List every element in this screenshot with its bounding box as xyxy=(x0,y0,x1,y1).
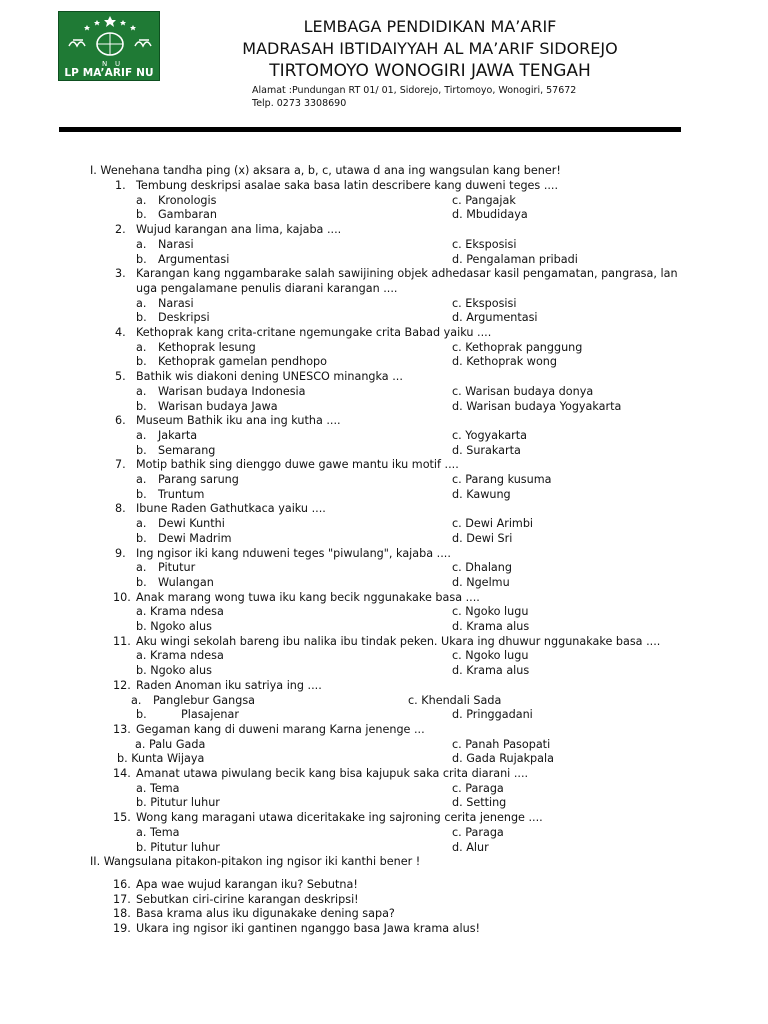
question-number: 1. xyxy=(115,179,126,192)
section-1-instruction: I. Wenehana tandha ping (x) aksara a, b, c, utawa d ana ing wangsulan kang bener! xyxy=(90,164,561,177)
option-c: c. Ngoko lugu xyxy=(452,649,529,663)
essay-question: Ukara ing ngisor iki gantinen nganggo basa Jawa krama alus! xyxy=(136,922,481,935)
option-b: Semarang xyxy=(158,443,216,457)
option-a: Narasi xyxy=(158,237,194,251)
question-text: Ing ngisor iki kang nduweni teges "piwulang", kajaba .... xyxy=(136,546,451,560)
option-a: a. Tema xyxy=(136,825,180,839)
option-letter-a: a. xyxy=(136,384,147,398)
question-text: Bathik wis diakoni dening UNESCO minangka ... xyxy=(136,370,403,384)
option-c: c. Pangajak xyxy=(452,193,516,207)
option-b: b. Kunta Wijaya xyxy=(117,752,205,766)
question-number: 14. xyxy=(113,767,131,780)
essay-number: 16. xyxy=(113,877,131,891)
header-divider xyxy=(59,127,681,132)
option-letter-b: b. xyxy=(136,443,147,457)
question-number: 5. xyxy=(115,370,126,384)
option-letter-a: a. xyxy=(136,561,147,575)
option-c: c. Warisan budaya donya xyxy=(452,384,594,398)
option-a: Dewi Kunthi xyxy=(158,517,225,531)
svg-text:U: U xyxy=(115,60,121,68)
option-b: b. Ngoko alus xyxy=(136,664,212,678)
option-d: d. Dewi Sri xyxy=(452,531,513,545)
essay-number: 19. xyxy=(113,922,131,935)
option-d: d. Alur xyxy=(452,840,489,854)
option-letter-a: a. xyxy=(136,517,147,531)
option-letter-b: b. xyxy=(136,399,147,413)
option-letter-a: a. xyxy=(136,340,147,354)
option-letter-b: b. xyxy=(136,487,147,501)
section-2-instruction: II. Wangsulana pitakon-pitakon ing ngisor iki kanthi bener ! xyxy=(90,855,421,869)
nu-emblem-icon xyxy=(59,12,161,68)
question-number: 8. xyxy=(115,502,126,516)
essay-number: 17. xyxy=(113,892,131,906)
option-d: d. Warisan budaya Yogyakarta xyxy=(452,399,622,413)
question-number: 13. xyxy=(113,722,131,736)
question-text: Aku wingi sekolah bareng ibu nalika ibu tindak peken. Ukara ing dhuwur nggunakake basa .... xyxy=(136,634,661,648)
option-c: c. Dewi Arimbi xyxy=(452,517,534,531)
option-letter-b: b. xyxy=(136,355,147,369)
option-c: c. Yogyakarta xyxy=(452,428,528,442)
question-text: Motip bathik sing dienggo duwe gawe mantu iku motif .... xyxy=(136,458,459,472)
option-a: Jakarta xyxy=(158,428,198,442)
question-text: Wujud karangan ana lima, kajaba .... xyxy=(136,223,342,237)
option-letter-b: b. xyxy=(136,708,147,722)
school-name: MADRASAH IBTIDAIYYAH AL MA’ARIF SIDOREJO xyxy=(242,39,618,58)
option-letter-a: a. xyxy=(136,193,147,207)
option-letter-a: a. xyxy=(136,296,147,310)
essay-question: Sebutkan ciri-cirine karangan deskripsi! xyxy=(136,892,359,906)
option-a: Parang sarung xyxy=(158,473,239,486)
question-number: 15. xyxy=(113,811,131,825)
option-d: d. Ngelmu xyxy=(452,575,510,589)
question-number: 7. xyxy=(115,458,126,472)
question-number: 6. xyxy=(115,414,126,428)
option-a: a. Krama ndesa xyxy=(136,649,224,663)
question-text: Gegaman kang di duweni marang Karna jenenge ... xyxy=(136,722,425,736)
question-text: Karangan kang nggambarake salah sawijining objek adhedasar kasil pengamatan, pangrasa, lan xyxy=(136,267,678,281)
option-c: c. Dhalang xyxy=(452,561,512,575)
school-location: TIRTOMOYO WONOGIRI JAWA TENGAH xyxy=(269,61,591,81)
option-b: Gambaran xyxy=(158,208,217,222)
option-a: a. Krama ndesa xyxy=(136,605,224,619)
option-b: Truntum xyxy=(158,487,205,501)
option-c: c. Kethoprak panggung xyxy=(452,340,583,354)
option-a: Kethoprak lesung xyxy=(158,340,256,354)
option-d: d. Surakarta xyxy=(452,443,521,457)
question-number: 4. xyxy=(115,326,126,339)
option-letter-a: a. xyxy=(136,428,147,442)
institution-name: LEMBAGA PENDIDIKAN MA’ARIF xyxy=(303,17,557,36)
question-text: Anak marang wong tuwa iku kang becik nggunakake basa .... xyxy=(136,590,480,604)
option-c: c. Paraga xyxy=(452,781,504,795)
option-d: d. Gada Rujakpala xyxy=(452,752,554,766)
option-d: d. Argumentasi xyxy=(452,311,538,325)
option-d: d. Kethoprak wong xyxy=(452,355,557,369)
question-number: 11. xyxy=(113,634,131,648)
option-a: a. Palu Gada xyxy=(135,737,206,751)
question-number: 3. xyxy=(115,267,126,281)
question-text: Tembung deskripsi asalae saka basa latin describere kang duweni teges .... xyxy=(136,179,559,192)
option-a: Panglebur Gangsa xyxy=(153,693,256,707)
question-text: Ibune Raden Gathutkaca yaiku .... xyxy=(136,502,326,516)
question-number: 2. xyxy=(115,223,126,237)
option-c: c. Eksposisi xyxy=(452,237,517,251)
option-d: d. Setting xyxy=(452,796,507,810)
option-c: c. Ngoko lugu xyxy=(452,605,529,619)
option-d: d. Krama alus xyxy=(452,620,530,633)
question-number: 10. xyxy=(113,590,131,604)
option-b: b. Pitutur luhur xyxy=(136,840,220,854)
question-text: Amanat utawa piwulang becik kang bisa kajupuk saka crita diarani .... xyxy=(136,767,529,780)
essay-question: Basa krama alus iku digunakake dening sapa? xyxy=(136,907,395,921)
option-c: c. Paraga xyxy=(452,825,504,839)
essay-question: Apa wae wujud karangan iku? Sebutna! xyxy=(136,877,358,891)
question-number: 9. xyxy=(115,546,126,560)
option-letter-a: a. xyxy=(136,473,147,486)
option-b: b. Pitutur luhur xyxy=(136,796,220,810)
option-d: d. Krama alus xyxy=(452,664,530,678)
svg-text:N: N xyxy=(102,60,108,68)
question-number: 12. xyxy=(113,678,131,692)
logo-caption: LP MA’ARIF NU xyxy=(64,67,154,79)
option-letter-b: b. xyxy=(136,252,147,266)
lp-maarif-nu-logo xyxy=(58,11,160,81)
option-a: Warisan budaya Indonesia xyxy=(158,384,306,398)
school-address: Alamat :Pundungan RT 01/ 01, Sidorejo, Tirtomoyo, Wonogiri, 57672 xyxy=(252,85,577,96)
option-c: c. Eksposisi xyxy=(452,296,517,310)
option-b: Argumentasi xyxy=(158,252,230,266)
option-b: Wulangan xyxy=(158,575,214,589)
option-letter-b: b. xyxy=(136,575,147,589)
option-b: Deskripsi xyxy=(158,311,210,325)
option-a: Pitutur xyxy=(158,561,196,575)
option-letter-a: a. xyxy=(136,237,147,251)
option-b: Kethoprak gamelan pendhopo xyxy=(158,355,327,369)
option-letter-a: a. xyxy=(131,693,142,707)
option-b: b. Ngoko alus xyxy=(136,620,212,633)
option-d: d. Pringgadani xyxy=(452,708,533,722)
school-phone: Telp. 0273 3308690 xyxy=(252,98,347,109)
option-c: c. Panah Pasopati xyxy=(452,737,551,751)
essay-number: 18. xyxy=(113,907,131,921)
option-letter-b: b. xyxy=(136,531,147,545)
question-text: Museum Bathik iku ana ing kutha .... xyxy=(136,414,341,428)
option-d: d. Kawung xyxy=(452,487,511,501)
option-d: d. Pengalaman pribadi xyxy=(452,252,578,266)
option-d: d. Mbudidaya xyxy=(452,208,528,222)
question-text-continued: uga pengalamane penulis diarani karangan .... xyxy=(136,281,398,295)
question-text: Kethoprak kang crita-critane ngemungake crita Babad yaiku .... xyxy=(136,326,492,339)
option-b: Warisan budaya Jawa xyxy=(158,399,278,413)
question-text: Raden Anoman iku satriya ing .... xyxy=(136,678,322,692)
option-c: c. Khendali Sada xyxy=(408,693,502,707)
option-c: c. Parang kusuma xyxy=(452,473,552,486)
option-letter-b: b. xyxy=(136,208,147,222)
option-a: a. Tema xyxy=(136,781,180,795)
option-letter-b: b. xyxy=(136,311,147,325)
option-b: Dewi Madrim xyxy=(158,531,232,545)
option-a: Kronologis xyxy=(158,193,217,207)
option-a: Narasi xyxy=(158,296,194,310)
question-text: Wong kang maragani utawa diceritakake ing sajroning cerita jenenge .... xyxy=(136,811,543,825)
option-b: Plasajenar xyxy=(181,708,239,722)
